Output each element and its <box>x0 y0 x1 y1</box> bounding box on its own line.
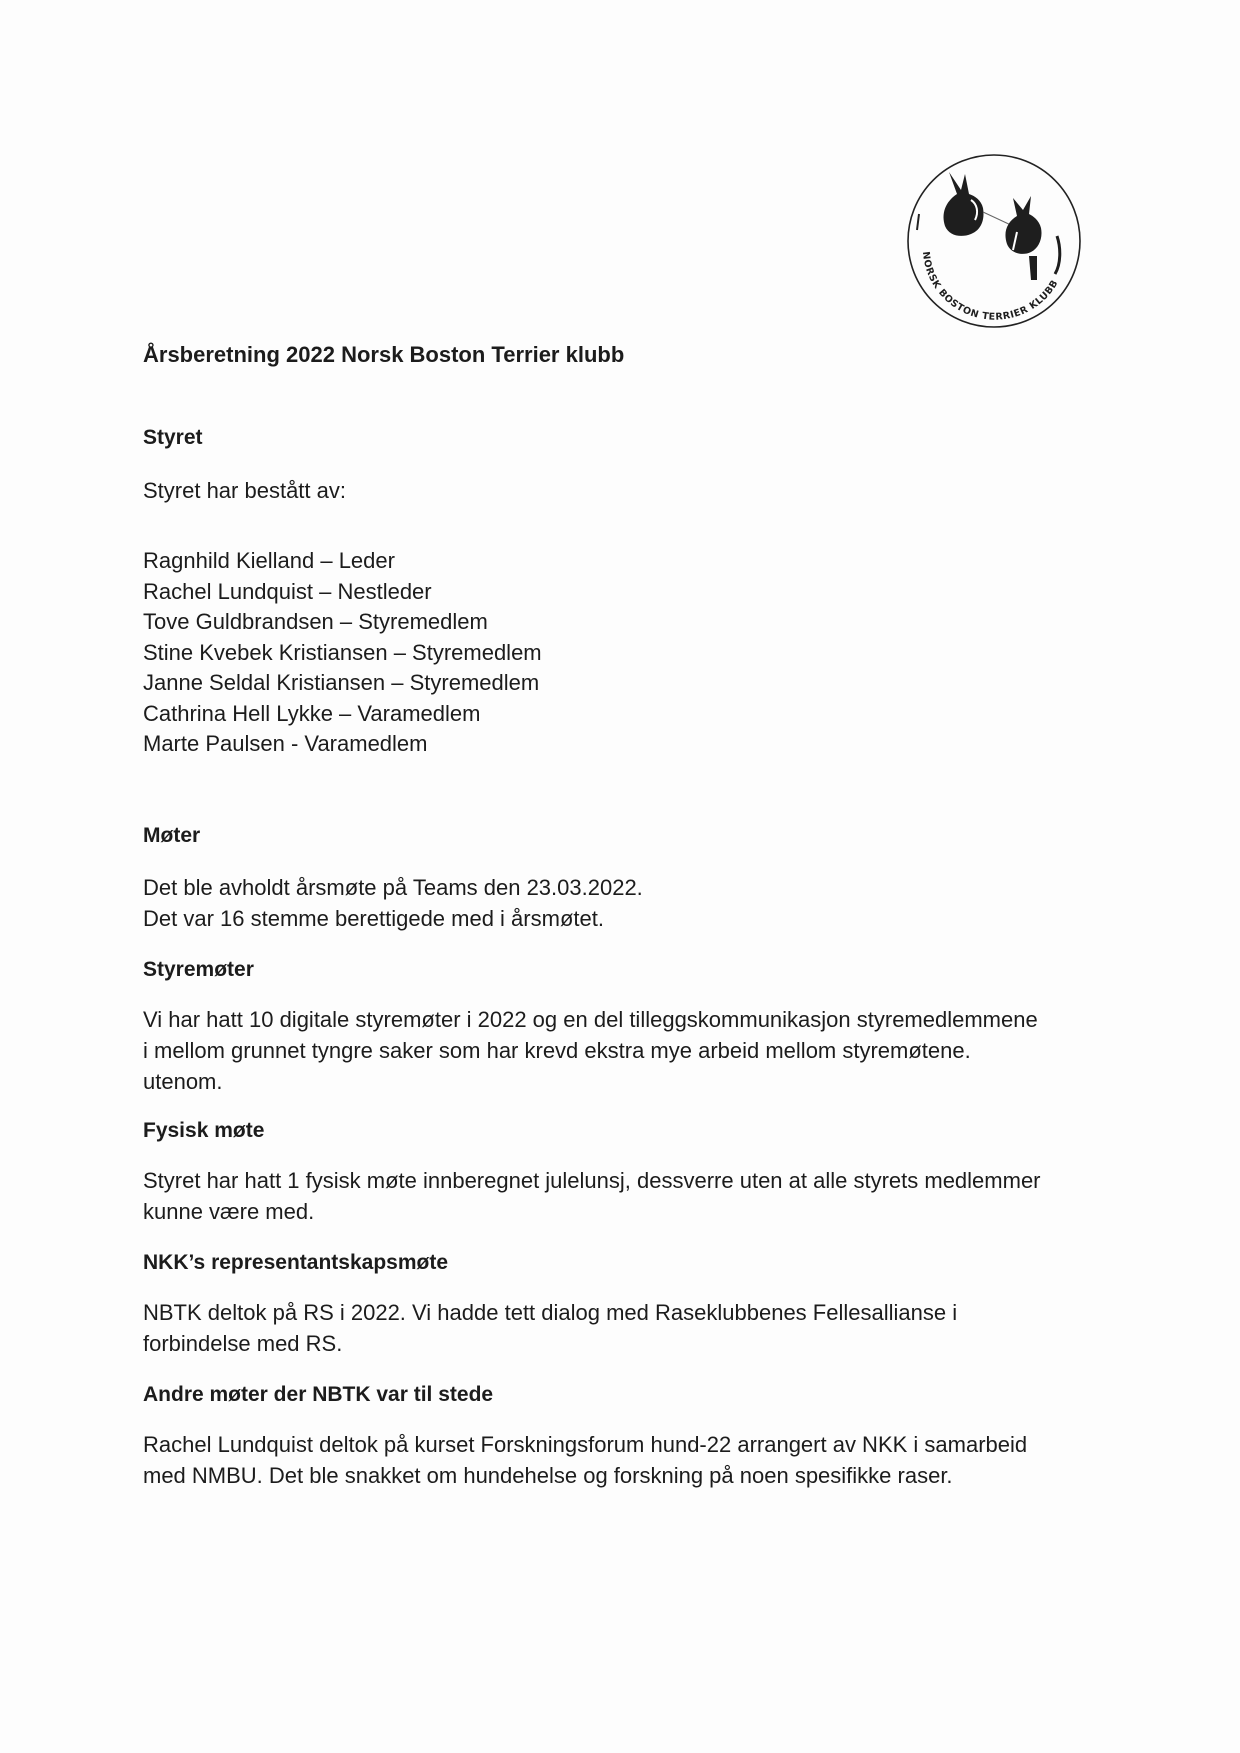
board-member: Rachel Lundquist – Nestleder <box>143 578 432 604</box>
board-member: Janne Seldal Kristiansen – Styremedlem <box>143 670 540 695</box>
heading-andre-moter: Andre møter der NBTK var til stede <box>143 1382 494 1406</box>
styremoter-line: Vi har hatt 10 digitale styremøter i 2022 og en del tilleggskommunikasjon styremedlemmene <box>143 1006 1038 1032</box>
andre-line: Rachel Lundquist deltok på kurset Forskningsforum hund-22 arrangert av NKK i samarbeid <box>143 1431 1028 1457</box>
heading-moter: Møter <box>143 823 201 847</box>
board-member: Tove Guldbrandsen – Styremedlem <box>143 609 488 634</box>
heading-nkk: NKK’s representantskapsmøte <box>143 1250 448 1274</box>
moter-line: Det ble avholdt årsmøte på Teams den 23.03.2022. <box>143 874 643 900</box>
moter-line: Det var 16 stemme berettigede med i årsmøtet. <box>143 905 604 931</box>
board-member: Marte Paulsen - Varamedlem <box>143 731 428 756</box>
board-member: Ragnhild Kielland – Leder <box>143 548 395 573</box>
svg-text:NORSK BOSTON TERRIER KLUBB <box>920 251 1061 323</box>
heading-styremoter: Styremøter <box>143 957 254 981</box>
boston-terrier-logo <box>905 152 1083 330</box>
document-title: Årsberetning 2022 Norsk Boston Terrier klubb <box>143 342 625 367</box>
board-member-list <box>143 546 1103 760</box>
document-content <box>143 342 1103 1491</box>
fysisk-line: kunne være med. <box>143 1198 315 1224</box>
heading-fysisk-mote: Fysisk møte <box>143 1118 265 1142</box>
styremoter-line: i mellom grunnet tyngre saker som har krevd ekstra mye arbeid mellom styremøtene. <box>143 1037 971 1063</box>
fysisk-line: Styret har hatt 1 fysisk møte innberegnet julelunsj, dessverre uten at alle styrets medlemmer <box>143 1167 1041 1193</box>
board-member: Stine Kvebek Kristiansen – Styremedlem <box>143 639 542 665</box>
logo-text: NORSK BOSTON TERRIER KLUBB <box>919 251 1061 323</box>
nkk-line: forbindelse med RS. <box>143 1330 343 1356</box>
andre-line: med NMBU. Det ble snakket om hundehelse og forskning på noen spesifikke raser. <box>143 1462 953 1488</box>
heading-styret: Styret <box>143 426 203 449</box>
styremoter-line: utenom. <box>143 1068 223 1094</box>
styret-intro: Styret har bestått av: <box>143 478 346 503</box>
nkk-line: NBTK deltok på RS i 2022. Vi hadde tett dialog med Raseklubbenes Fellesallianse i <box>143 1299 958 1325</box>
board-member: Cathrina Hell Lykke – Varamedlem <box>143 700 481 726</box>
